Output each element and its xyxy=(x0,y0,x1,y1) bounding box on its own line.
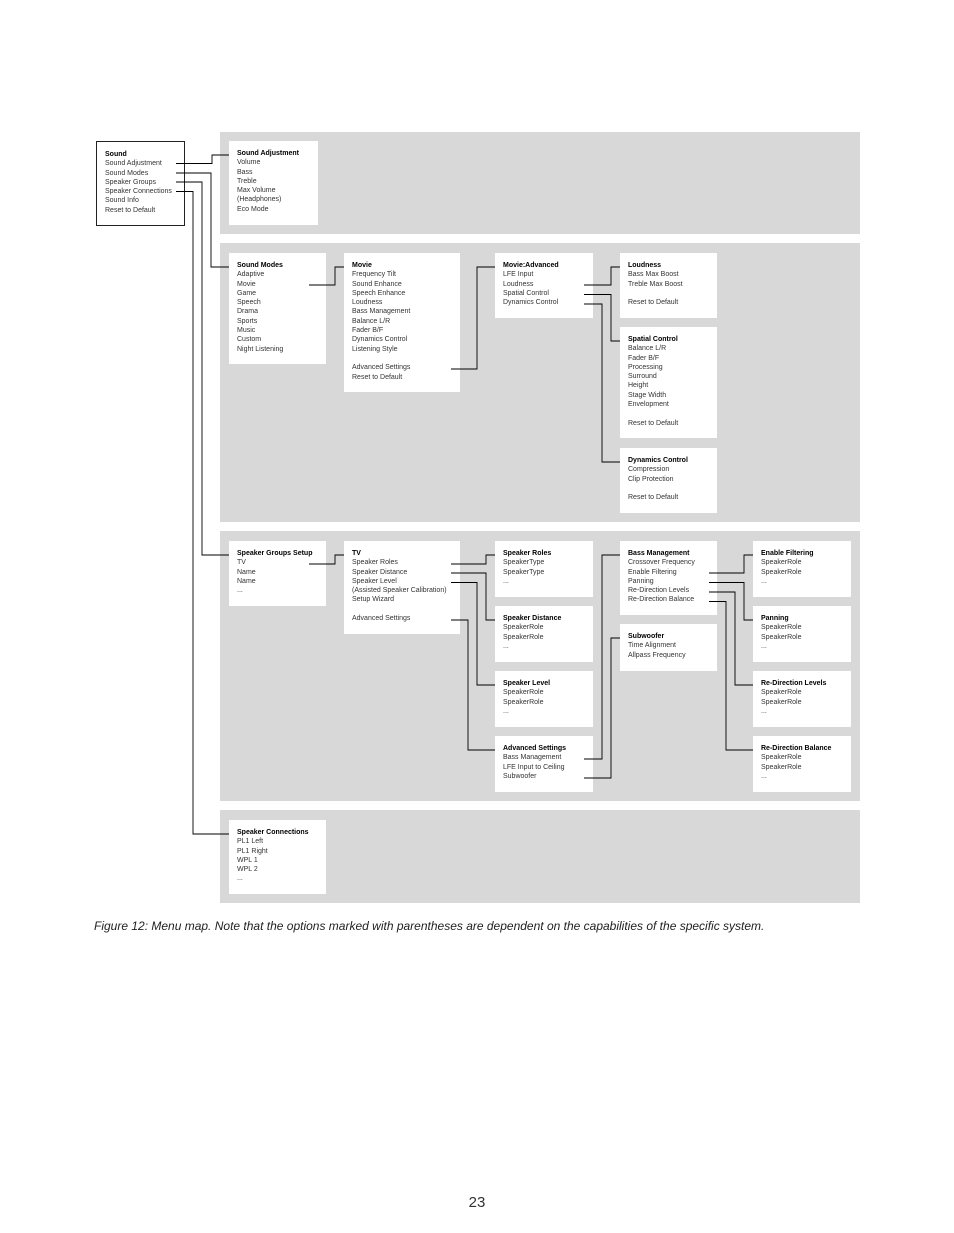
menu-item: Envelopment xyxy=(628,401,669,409)
link-bass-management-to-re-direction-balance xyxy=(709,602,753,751)
menu-item: ... xyxy=(503,707,509,715)
link-speaker-groups-to-tv xyxy=(309,555,344,564)
menu-item: Custom xyxy=(237,336,262,344)
link-tv-to-speaker-roles xyxy=(451,555,495,564)
menu-item: Bass Max Boost xyxy=(628,271,679,279)
menu-item: SpeakerRole xyxy=(761,763,802,771)
menu-item: SpeakerRole xyxy=(503,698,544,706)
menu-item: PL1 Right xyxy=(237,847,268,855)
menu-item: Sports xyxy=(237,317,258,325)
menu-item: Re-Direction Balance xyxy=(628,596,695,604)
menu-item: Treble xyxy=(237,177,257,185)
menu-item: Allpass Frequency xyxy=(628,651,686,659)
menu-item: SpeakerType xyxy=(503,568,545,576)
menu-item: Night Listening xyxy=(237,345,284,353)
menu-item: SpeakerRole xyxy=(761,633,802,641)
menu-title: Sound Modes xyxy=(237,262,283,269)
link-movie-to-movie-advanced xyxy=(451,267,495,369)
menu-item: Crossover Frequency xyxy=(628,559,695,567)
link-tv-to-speaker-distance xyxy=(451,573,495,620)
menu-item: SpeakerType xyxy=(503,559,545,567)
menu-item: Movie xyxy=(237,280,256,288)
menu-item: Loudness xyxy=(503,280,534,288)
menu-title: Movie:Advanced xyxy=(503,262,559,269)
menu-item: Balance L/R xyxy=(628,345,667,353)
menu-item: Sound Modes xyxy=(105,169,149,177)
menu-item: Name xyxy=(237,568,256,576)
menu-item: ... xyxy=(237,875,243,883)
menu-item: Speaker Distance xyxy=(352,568,408,576)
menu-item: Bass Management xyxy=(352,308,411,316)
menu-item: SpeakerRole xyxy=(761,698,802,706)
menu-item: Fader B/F xyxy=(628,354,660,362)
menu-item: Stage Width xyxy=(628,391,667,399)
menu-title: Enable Filtering xyxy=(761,550,814,557)
menu-title: Re-Direction Balance xyxy=(761,745,832,752)
menu-item: Panning xyxy=(628,577,654,585)
menu-item: Music xyxy=(237,327,256,335)
menu-item: Subwoofer xyxy=(503,772,537,780)
link-tv-to-speaker-level xyxy=(451,583,495,686)
menu-item: SpeakerRole xyxy=(761,689,802,697)
menu-item: Speech Enhance xyxy=(352,289,406,297)
menu-item: Eco Mode xyxy=(237,205,269,213)
menu-item: SpeakerRole xyxy=(503,689,544,697)
menu-item: SpeakerRole xyxy=(503,633,544,641)
menu-item: Listening Style xyxy=(352,345,398,353)
link-sound-to-sound-modes xyxy=(176,173,229,267)
menu-item: Time Alignment xyxy=(628,642,676,650)
menu-item: SpeakerRole xyxy=(503,624,544,632)
menu-title: Speaker Roles xyxy=(503,550,552,557)
menu-item: Sound Enhance xyxy=(352,280,402,288)
menu-item: Speaker Level xyxy=(352,577,397,585)
menu-item: Game xyxy=(237,289,257,297)
menu-item: Sound Info xyxy=(105,197,139,205)
menu-item: Bass Management xyxy=(503,754,562,762)
page-number: 23 xyxy=(468,1194,486,1211)
menu-title: Sound xyxy=(105,151,127,158)
menu-item: Surround xyxy=(628,373,657,381)
menu-item: ... xyxy=(761,577,767,585)
menu-item: TV xyxy=(237,559,246,567)
link-sound-to-sound-adjustment xyxy=(176,155,229,164)
menu-title: Speaker Level xyxy=(503,680,551,687)
menu-item: Loudness xyxy=(352,299,383,307)
link-sound-to-speaker-groups xyxy=(176,182,229,555)
menu-title: Dynamics Control xyxy=(628,457,688,464)
menu-title: Sound Adjustment xyxy=(237,150,299,157)
figure-caption: Figure 12: Menu map. Note that the options marked with parentheses are dependent on the capabilities of the specific system. xyxy=(94,919,765,933)
menu-item: Bass xyxy=(237,168,253,176)
menu-item: Frequency Tilt xyxy=(352,271,396,279)
menu-item: Name xyxy=(237,577,256,585)
menu-item: Dynamics Control xyxy=(503,299,559,307)
menu-item: ... xyxy=(761,707,767,715)
menu-item: Setup Wizard xyxy=(352,596,395,604)
menu-item: Compression xyxy=(628,466,670,474)
menu-item: Max Volume xyxy=(237,187,276,195)
menu-item: SpeakerRole xyxy=(761,624,802,632)
menu-item: (Assisted Speaker Calibration) xyxy=(352,587,447,595)
menu-item: Re-Direction Levels xyxy=(628,587,690,595)
menu-item: Fader B/F xyxy=(352,327,384,335)
link-bass-management-to-enable-filtering xyxy=(709,555,753,573)
menu-item: ... xyxy=(237,587,243,595)
menu-title: Speaker Distance xyxy=(503,615,562,622)
menu-item: Adaptive xyxy=(237,271,265,279)
menu-item: Speech xyxy=(237,299,261,307)
menu-item: Speaker Groups xyxy=(105,178,156,186)
menu-item: Clip Protection xyxy=(628,475,674,483)
menu-item: ... xyxy=(503,642,509,650)
menu-title: Advanced Settings xyxy=(503,745,567,752)
menu-item: Enable Filtering xyxy=(628,568,677,576)
menu-title: Loudness xyxy=(628,262,662,269)
menu-title: Speaker Groups Setup xyxy=(237,550,313,557)
menu-item: Reset to Default xyxy=(352,373,403,381)
menu-title: Speaker Connections xyxy=(237,829,309,836)
menu-item: Spatial Control xyxy=(503,289,549,297)
menu-item: WPL 2 xyxy=(237,866,258,874)
menu-item: Speaker Roles xyxy=(352,559,398,567)
menu-title: TV xyxy=(352,550,361,557)
menu-item: (Headphones) xyxy=(237,196,282,204)
menu-title: Spatial Control xyxy=(628,336,678,343)
menu-item: Balance L/R xyxy=(352,317,391,325)
menu-item: SpeakerRole xyxy=(761,568,802,576)
menu-item: ... xyxy=(761,642,767,650)
menu-item: Advanced Settings xyxy=(352,615,411,623)
menu-item: SpeakerRole xyxy=(761,754,802,762)
menu-item: Dynamics Control xyxy=(352,336,408,344)
menu-item: LFE Input xyxy=(503,271,534,279)
menu-item: Treble Max Boost xyxy=(628,280,683,288)
menu-item: SpeakerRole xyxy=(761,559,802,567)
menu-item: Sound Adjustment xyxy=(105,160,162,168)
menu-item: Height xyxy=(628,382,649,390)
menu-item: Reset to Default xyxy=(105,206,156,214)
menu-title: Panning xyxy=(761,615,789,622)
menu-item: Reset to Default xyxy=(628,419,679,427)
menu-item: Reset to Default xyxy=(628,299,679,307)
menu-item: Reset to Default xyxy=(628,494,679,502)
menu-item: Processing xyxy=(628,363,663,371)
link-movie-advanced-to-dynamics-control xyxy=(584,304,620,462)
menu-title: Bass Management xyxy=(628,550,690,557)
menu-item: Volume xyxy=(237,159,261,167)
link-bass-management-to-re-direction-levels xyxy=(709,592,753,685)
menu-item: PL1 Left xyxy=(237,838,264,846)
link-advanced-settings-to-bass-management xyxy=(584,555,620,759)
link-sound-modes-to-movie xyxy=(309,267,344,285)
menu-title: Re-Direction Levels xyxy=(761,680,827,687)
menu-item: Advanced Settings xyxy=(352,364,411,372)
menu-title: Subwoofer xyxy=(628,633,665,640)
link-movie-advanced-to-loudness xyxy=(584,267,620,285)
menu-item: ... xyxy=(503,577,509,585)
menu-title: Movie xyxy=(352,262,372,269)
menu-item: ... xyxy=(761,772,767,780)
menu-item: Drama xyxy=(237,308,259,316)
menu-item: Speaker Connections xyxy=(105,188,172,196)
menu-item: LFE Input to Ceiling xyxy=(503,763,565,771)
link-sound-to-speaker-connections xyxy=(176,192,229,835)
menu-item: WPL 1 xyxy=(237,856,258,864)
